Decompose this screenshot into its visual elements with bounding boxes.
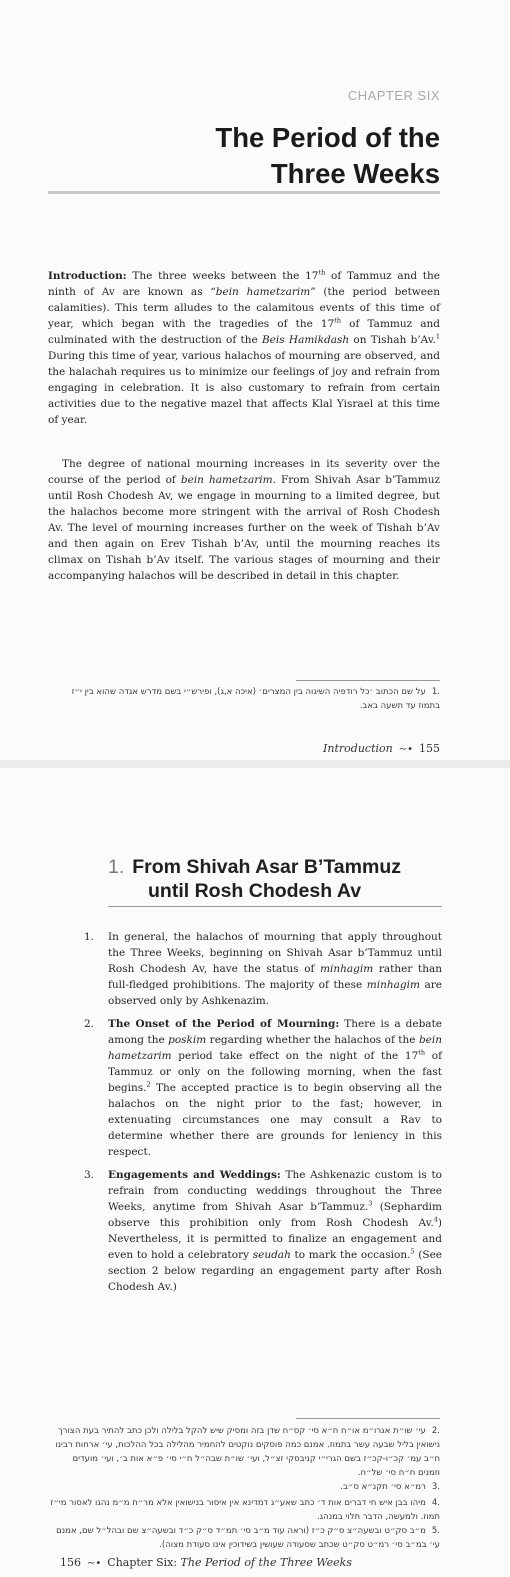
- section-title-line2: until Rosh Chodesh Av: [148, 880, 362, 902]
- para-italic-term: bein hametzarim: [180, 474, 273, 486]
- superscript: th: [418, 1048, 426, 1057]
- footnote-ref: 5: [410, 1247, 415, 1256]
- item-italic-term: seudah: [252, 1249, 291, 1261]
- folio-ornament-icon: ∼•: [87, 1558, 102, 1569]
- folio-chapter-prefix: Chapter Six:: [107, 1556, 181, 1569]
- page-number: 155: [419, 742, 440, 755]
- footnote-number: .4: [431, 1498, 440, 1508]
- list-item: [84, 1167, 442, 1295]
- section-heading: [108, 855, 438, 903]
- intro-lead: Introduction:: [48, 270, 127, 282]
- footnote-rule: [296, 680, 440, 681]
- item-text: (Sephardim observe this prohibition only from Rosh Chodesh Av.: [108, 1201, 442, 1229]
- superscript: th: [334, 316, 342, 325]
- intro-text: of Tammuz and the ninth of Av are known as “: [48, 270, 441, 298]
- list-item: [84, 1016, 442, 1160]
- halachah-list: [84, 929, 442, 1302]
- footnote-number: .5: [431, 1526, 440, 1536]
- item-text: In general, the halachos of mourning that apply throughout the Three Weeks, beginning on Shivah Asar b’Tammuz until Rosh Chodesh Av, have the status of: [108, 931, 442, 975]
- section-title-line1: From Shivah Asar B’Tammuz: [132, 856, 401, 878]
- intro-text: The three weeks between the 17: [126, 270, 319, 282]
- intro-text: on Tishah b’Av.: [349, 334, 436, 346]
- footnote-text: מיהו בבן איש חי דברים אות ד׳ כתב שאע״ג דמדינא אין איסור בנישואין אלא מר״ח מ״מ נהגו לאסור מי״ז תמוז. ולמעשה, הדבר תלוי במנהג.: [50, 1498, 440, 1522]
- item-text: of Tammuz or only on the following morning, when the fast begins.: [108, 1050, 443, 1094]
- item-text: ) Nevertheless, it is permitted to finalize an engagement and even to hold a celebratory: [108, 1217, 442, 1261]
- folio-155: [323, 742, 440, 755]
- footnote-ref: 4: [433, 1215, 438, 1224]
- footnote-number: .1: [431, 687, 440, 697]
- footnote-number: .3: [431, 1482, 440, 1492]
- item-text: The Ashkenazic custom is to refrain from conducting weddings throughout the Three Weeks, anytime from Shivah Asar b’Tammuz.: [108, 1169, 442, 1213]
- footnote-ref: 2: [146, 1080, 151, 1089]
- section-number: 1.: [108, 856, 125, 878]
- item-number: 2.: [84, 1018, 95, 1030]
- item-number: 3.: [84, 1169, 95, 1181]
- item-number: 1.: [84, 931, 95, 943]
- footnote-text: על שם הכתוב ׳כל רודפיה השיגוה בין המצרים׳ (איכה א,ג), ופירש״י בשם מדרש אגדה שהוא בין י״ז בתמוז עד תשעה באב.: [71, 687, 440, 711]
- footnote-5: [48, 1524, 440, 1552]
- intro-italic-term: Beis Hamikdash: [261, 334, 350, 346]
- intro-text: During this time of year, various halachos of mourning are observed, and the halachah requires us to minimize our feelings of joy and refrain from engaging in celebration. It is also customary to refrain from certain activities due to the negative mazel that affects Klal Yisrael at this time of year.: [48, 350, 440, 426]
- superscript: th: [318, 268, 326, 277]
- item-lead: Engagements and Weddings:: [108, 1169, 281, 1181]
- footnote-2: [48, 1424, 440, 1480]
- footnote-4: [48, 1496, 440, 1524]
- para-text: The degree of national mourning increases in its severity over the course of the period of: [48, 458, 440, 486]
- footnote-text: מ״ב סק״ט ובשעה״צ ס״ק כ״ז (וראה עוד מ״ב סי׳ תמ״ד ס״ק כ״ד ובשעה״צ שם ובהל״ל שם, אמנם עי׳ במ״ב סי׳ רמ״ט סק״ט שכתב שסעודה שעושין בשידוכין אינו סעודת מצוה).: [56, 1526, 440, 1550]
- footnote-3: [48, 1480, 440, 1494]
- item-text: The accepted practice is to begin observing all the halachos on the night prior to the fast; however, in extenuating circumstances one may consult a Rav to determine whether there are grounds for leniency in this respect.: [108, 1082, 442, 1158]
- para-text: . From Shivah Asar b’Tammuz until Rosh Chodesh Av, we engage in mourning to a limited degree, but the halachos become more stringent with the arrival of Rosh Chodesh Av. The level of mourning increases further on the week of Tishah b’Av and then again on Erev Tishah b’Av, until the mourning reaches its climax on Tishah b’Av itself. The various stages of mourning and their accompanying halachos will be described in detail in this chapter.: [48, 474, 440, 582]
- item-lead: The Onset of the Period of Mourning:: [108, 1018, 340, 1030]
- footnote-number: .2: [431, 1426, 440, 1436]
- chapter-title-line1: The Period of the: [215, 122, 440, 153]
- footnote-ref: 1: [435, 332, 440, 341]
- item-text: (See section 2 below regarding an engagement party after Rosh Chodesh Av.): [108, 1249, 443, 1293]
- chapter-title-line2: Three Weeks: [270, 158, 440, 189]
- section-rule: [108, 906, 442, 907]
- footnote-1: [48, 685, 440, 713]
- item-italic-term: poskim: [168, 1034, 207, 1046]
- list-item: [84, 929, 442, 1009]
- item-text: regarding whether the halachos of the: [206, 1034, 419, 1046]
- intro-text: of Tammuz and culminated with the destruction of the: [48, 318, 440, 346]
- folio-ornament-icon: ∼•: [398, 744, 413, 755]
- chapter-label: CHAPTER SIX: [347, 88, 440, 103]
- folio-label: Introduction: [323, 742, 393, 755]
- item-text: There is a debate among the: [108, 1018, 443, 1046]
- footnote-rule: [296, 1418, 440, 1419]
- intro-text: ” (the period between calamities). This term alludes to the calamitous events of this time of year, which began with the tragedies of the 17: [48, 286, 440, 330]
- introduction-paragraph: [48, 268, 440, 428]
- mourning-degree-paragraph: [48, 456, 440, 584]
- item-text: are observed only by Ashkenazim.: [108, 979, 442, 1007]
- folio-156: [60, 1556, 352, 1569]
- footnote-text: רמ״א סי׳ תקנ״א ס״ב.: [340, 1482, 426, 1492]
- item-text: rather than full-fledged prohibitions. The majority of these: [108, 963, 443, 991]
- item-italic-term: bein hametzarim: [108, 1034, 442, 1062]
- item-text: to mark the occasion.: [290, 1249, 411, 1261]
- item-text: period take effect on the night of the 17: [171, 1050, 419, 1062]
- footnote-ref: 3: [368, 1199, 373, 1208]
- folio-chapter-title: The Period of the Three Weeks: [180, 1556, 352, 1569]
- intro-italic-term: bein hametzarim: [215, 286, 311, 298]
- footnote-text: עי׳ שו״ת אגרו״מ או״ח ח״א סי׳ קס״ח שדן בזה ומסיק שיש להקל בלילה ולכן כתב להתיר בעת הצורך נישואין בליל שבעה עשר בתמוז. אמנם כמה פוסקים נוקטים להחמיר מהלילה בכל ההלכות, עי׳ ארחות רבינו ח״ב עמ׳ קכ״ו-קכ״ז בשם הגרי״י קניבסקי זצ״ל, ועי׳ שו״ת שבה״ל ח״י סי׳ פ״א אות ב׳, ועי׳ מועדים וזמנים ח״ח סי׳ של״ח.: [55, 1426, 440, 1478]
- chapter-title: [80, 120, 440, 192]
- page-number: 156: [60, 1556, 81, 1569]
- item-italic-term: minhagim: [320, 963, 374, 975]
- title-rule: [48, 191, 440, 194]
- item-italic-term: minhagim: [366, 979, 420, 991]
